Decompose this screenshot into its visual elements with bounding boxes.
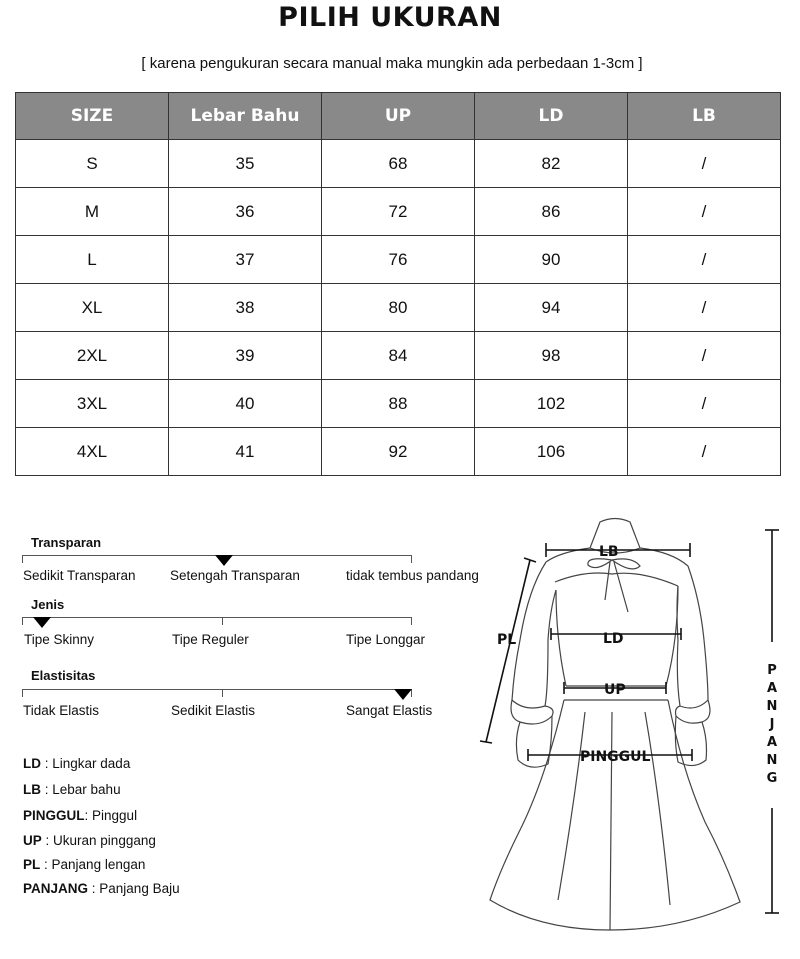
panjang-letter: A (766, 681, 778, 696)
legend-desc: Panjang Baju (99, 881, 180, 896)
header-ld: LD (475, 93, 628, 140)
cell-up: 88 (322, 380, 475, 428)
cell-lebar-bahu: 36 (169, 188, 322, 236)
cell-lebar-bahu: 41 (169, 428, 322, 476)
scale-tick (222, 617, 223, 625)
scale-tick (22, 689, 23, 697)
panjang-letter: J (769, 717, 775, 732)
label-ld: LD (603, 631, 624, 647)
scale-option: Sedikit Elastis (171, 703, 256, 718)
cell-ld: 94 (475, 284, 628, 332)
cell-ld: 106 (475, 428, 628, 476)
scale-tick (222, 689, 223, 697)
legend-desc: Lingkar dada (52, 756, 131, 771)
panjang-letter: N (766, 699, 778, 714)
cell-lebar-bahu: 40 (169, 380, 322, 428)
scale-option: Tipe Reguler (172, 632, 249, 647)
cell-lebar-bahu: 38 (169, 284, 322, 332)
header-size: SIZE (16, 93, 169, 140)
legend-item (23, 833, 156, 848)
measure-lines (480, 530, 779, 913)
cell-ld: 98 (475, 332, 628, 380)
scale-label: Jenis (31, 597, 65, 612)
scale-tick (22, 617, 23, 625)
scale-tick (22, 555, 23, 563)
cell-lb: / (628, 380, 781, 428)
label-up: UP (604, 682, 626, 698)
cell-lb: / (628, 284, 781, 332)
table-row (16, 188, 781, 236)
cell-up: 68 (322, 140, 475, 188)
legend-key: PL (23, 857, 41, 872)
table-header-row (16, 93, 781, 140)
cell-lebar-bahu: 39 (169, 332, 322, 380)
cell-size: M (16, 188, 169, 236)
label-pinggul: PINGGUL (580, 749, 651, 765)
legend-sep: : (41, 756, 53, 771)
panjang-letter: N (766, 753, 778, 768)
scale-option: Tipe Skinny (24, 632, 95, 647)
legend-desc: Ukuran pinggang (53, 833, 156, 848)
cell-lebar-bahu: 35 (169, 140, 322, 188)
table-row (16, 332, 781, 380)
scale-selected-marker-icon (394, 689, 412, 700)
page-title: PILIH UKURAN (278, 2, 502, 33)
scale-line (22, 689, 412, 690)
scale-selected-marker-icon (215, 555, 233, 566)
cell-size: S (16, 140, 169, 188)
legend-item (23, 756, 130, 771)
legend-key: PANJANG (23, 881, 89, 896)
cell-lebar-bahu: 37 (169, 236, 322, 284)
legend-item (23, 881, 180, 896)
table-row (16, 428, 781, 476)
table-row (16, 284, 781, 332)
table-row (16, 140, 781, 188)
dress-outline (490, 519, 740, 931)
cell-ld: 82 (475, 140, 628, 188)
cell-lb: / (628, 236, 781, 284)
legend-sep: : (88, 881, 100, 896)
legend-item (23, 808, 137, 823)
size-table (15, 92, 781, 476)
scale-option: Tidak Elastis (23, 703, 100, 718)
scale-option: tidak tembus pandang (346, 568, 479, 583)
scale-selected-marker-icon (33, 617, 51, 628)
scale-option: Setengah Transparan (170, 568, 300, 583)
table-row (16, 380, 781, 428)
legend-key: LD (23, 756, 41, 771)
scale-label: Elastisitas (31, 668, 96, 683)
legend-sep: : (40, 857, 52, 872)
legend-item (23, 782, 121, 797)
cell-ld: 86 (475, 188, 628, 236)
header-up: UP (322, 93, 475, 140)
dress-measurement-figure (470, 510, 790, 950)
scale-line (22, 617, 412, 618)
cell-ld: 102 (475, 380, 628, 428)
legend-sep: : (84, 808, 93, 823)
page-subtitle: [ karena pengukuran secara manual maka mungkin ada perbedaan 1-3cm ] (141, 55, 643, 72)
cell-up: 72 (322, 188, 475, 236)
scale-option: Sangat Elastis (346, 703, 433, 718)
cell-size: 3XL (16, 380, 169, 428)
label-pl: PL (497, 632, 517, 648)
cell-ld: 90 (475, 236, 628, 284)
cell-up: 76 (322, 236, 475, 284)
scale-tick (411, 555, 412, 563)
legend-item (23, 857, 145, 872)
panjang-letter: P (767, 663, 777, 678)
scale-jenis (22, 597, 482, 647)
label-lb: LB (599, 544, 619, 560)
scale-label: Transparan (31, 535, 102, 550)
cell-lb: / (628, 140, 781, 188)
scale-tick (411, 617, 412, 625)
cell-lb: / (628, 428, 781, 476)
legend-key: LB (23, 782, 41, 797)
cell-lb: / (628, 332, 781, 380)
cell-up: 84 (322, 332, 475, 380)
cell-lb: / (628, 188, 781, 236)
panjang-letter: G (766, 771, 778, 786)
legend-desc: Pinggul (92, 808, 138, 823)
header-lb: LB (628, 93, 781, 140)
header-lebar-bahu: Lebar Bahu (169, 93, 322, 140)
scale-transparan (22, 535, 482, 585)
panjang-letter: A (766, 735, 778, 750)
legend-desc: Lebar bahu (52, 782, 121, 797)
cell-size: 2XL (16, 332, 169, 380)
scale-option: Tipe Longgar (346, 632, 426, 647)
cell-size: 4XL (16, 428, 169, 476)
legend-sep: : (41, 782, 53, 797)
scale-elastisitas (22, 668, 482, 718)
legend-key: PINGGUL (23, 808, 85, 823)
cell-up: 92 (322, 428, 475, 476)
legend-sep: : (41, 833, 54, 848)
cell-size: XL (16, 284, 169, 332)
legend-desc: Panjang lengan (51, 857, 146, 872)
legend-key: UP (23, 833, 42, 848)
cell-up: 80 (322, 284, 475, 332)
cell-size: L (16, 236, 169, 284)
label-panjang (765, 662, 779, 788)
table-row (16, 236, 781, 284)
scale-option: Sedikit Transparan (23, 568, 136, 583)
